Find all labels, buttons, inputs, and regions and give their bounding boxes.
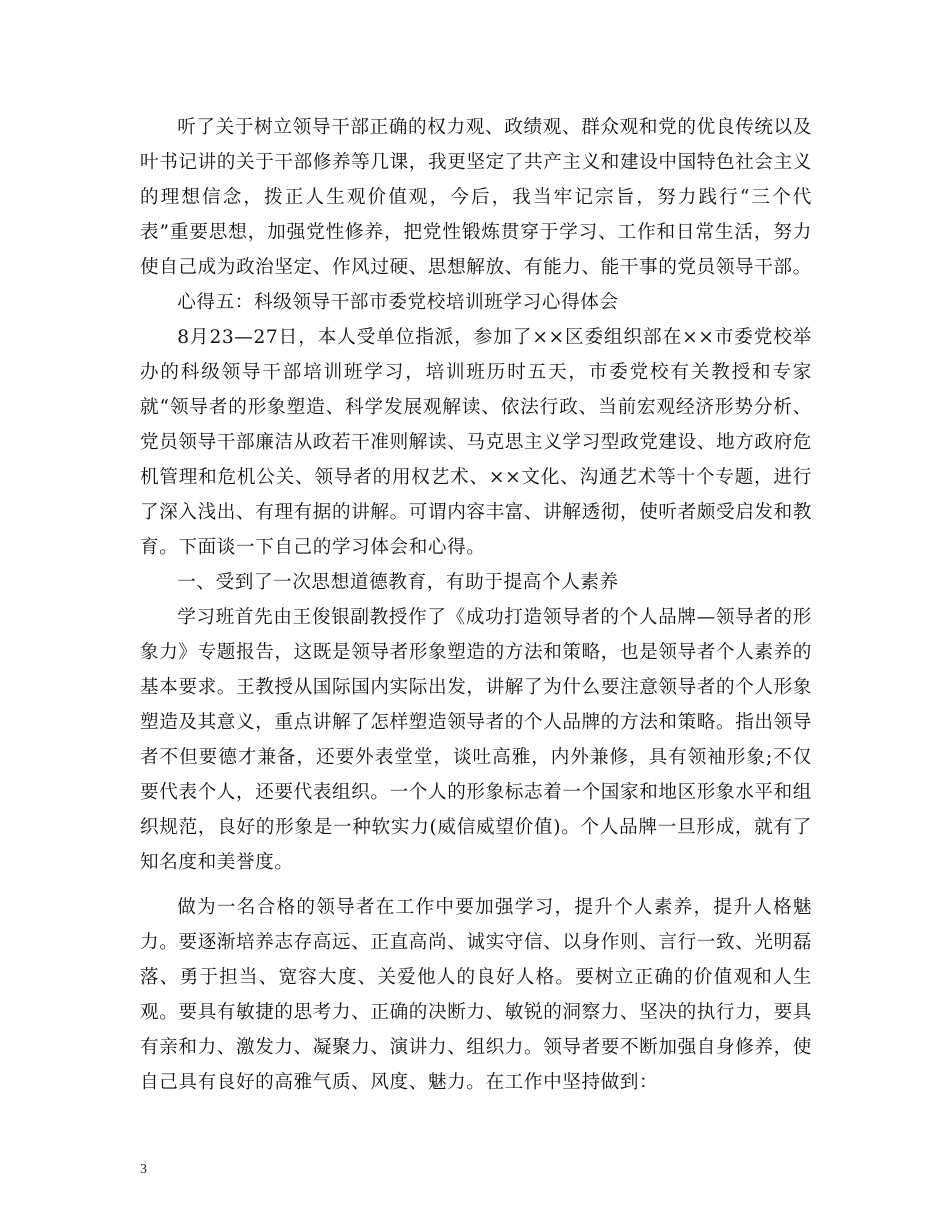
section-heading-insight-five: 心得五：科级领导干部市委党校培训班学习心得体会 [177, 292, 619, 313]
paragraph-leader-image: 学习班首先由王俊银副教授作了《成功打造领导者的个人品牌—领导者的形象力》专题报告，这既是领导者形象塑造的方法和策略，也是领导者个人素养的基本要求。王教授从国际国内实际出发，讲解了为什么要注意领导者的个人形象塑造及其意义，重点讲解了怎样塑造领导者的个人品牌的方法和策略。指出领导者不但要德才兼备，还要外表堂堂，谈吐高雅，内外兼修，具有领袖形象;不仅要代表个人，还要代表组织。一个人的形象标志着一个国家和地区形象水平和组织规范，良好的形象是一种软实力(威信威望价值)。个人品牌一旦形成，就有了知名度和美誉度。 [140, 607, 812, 873]
page-number: 3 [140, 1162, 147, 1177]
paragraph-training-overview: 8月23—27日，本人受单位指派，参加了××区委组织部在××市委党校举办的科级领导干部培训班学习，培训班历时五天，市委党校有关教授和专家就“领导者的形象塑造、科学发展观解读、依法行政、当前宏观经济形势分析、党员领导干部廉洁从政若干准则解读、马克思主义学习型政党建设、地方政府危机管理和危机公关、领导者的用权艺术、××文化、沟通艺术等十个专题，进行了深入浅出、有理有据的讲解。可谓内容丰富、讲解透彻，使听者颇受启发和教育。下面谈一下自己的学习体会和心得。 [140, 327, 812, 558]
paragraph-qualified-leader: 做为一名合格的领导者在工作中要加强学习，提升个人素养，提升人格魅力。要逐渐培养志存高远、正直高尚、诚实守信、以身作则、言行一致、光明磊落、勇于担当、宽容大度、关爱他人的良好人格。要树立正确的价值观和人生观。要具有敏捷的思考力、正确的决断力、敏锐的洞察力、坚决的执行力，要具有亲和力、激发力、凝聚力、演讲力、组织力。领导者要不断加强自身修养，使自己具有良好的高雅气质、风度、魅力。在工作中坚持做到： [140, 897, 812, 1093]
paragraph-party-spirit: 听了关于树立领导干部正确的权力观、政绩观、群众观和党的优良传统以及叶书记讲的关于干部修养等几课，我更坚定了共产主义和建设中国特色社会主义的理想信念，拨正人生观价值观，今后，我当牢记宗旨，努力践行“三个代表”重要思想，加强党性修养，把党性锻炼贯穿于学习、工作和日常生活，努力使自己成为政治坚定、作风过硬、思想解放、有能力、能干事的党员领导干部。 [140, 117, 812, 278]
subheading-moral-education: 一、受到了一次思想道德教育，有助于提高个人素养 [177, 572, 619, 593]
document-body [140, 110, 812, 1100]
